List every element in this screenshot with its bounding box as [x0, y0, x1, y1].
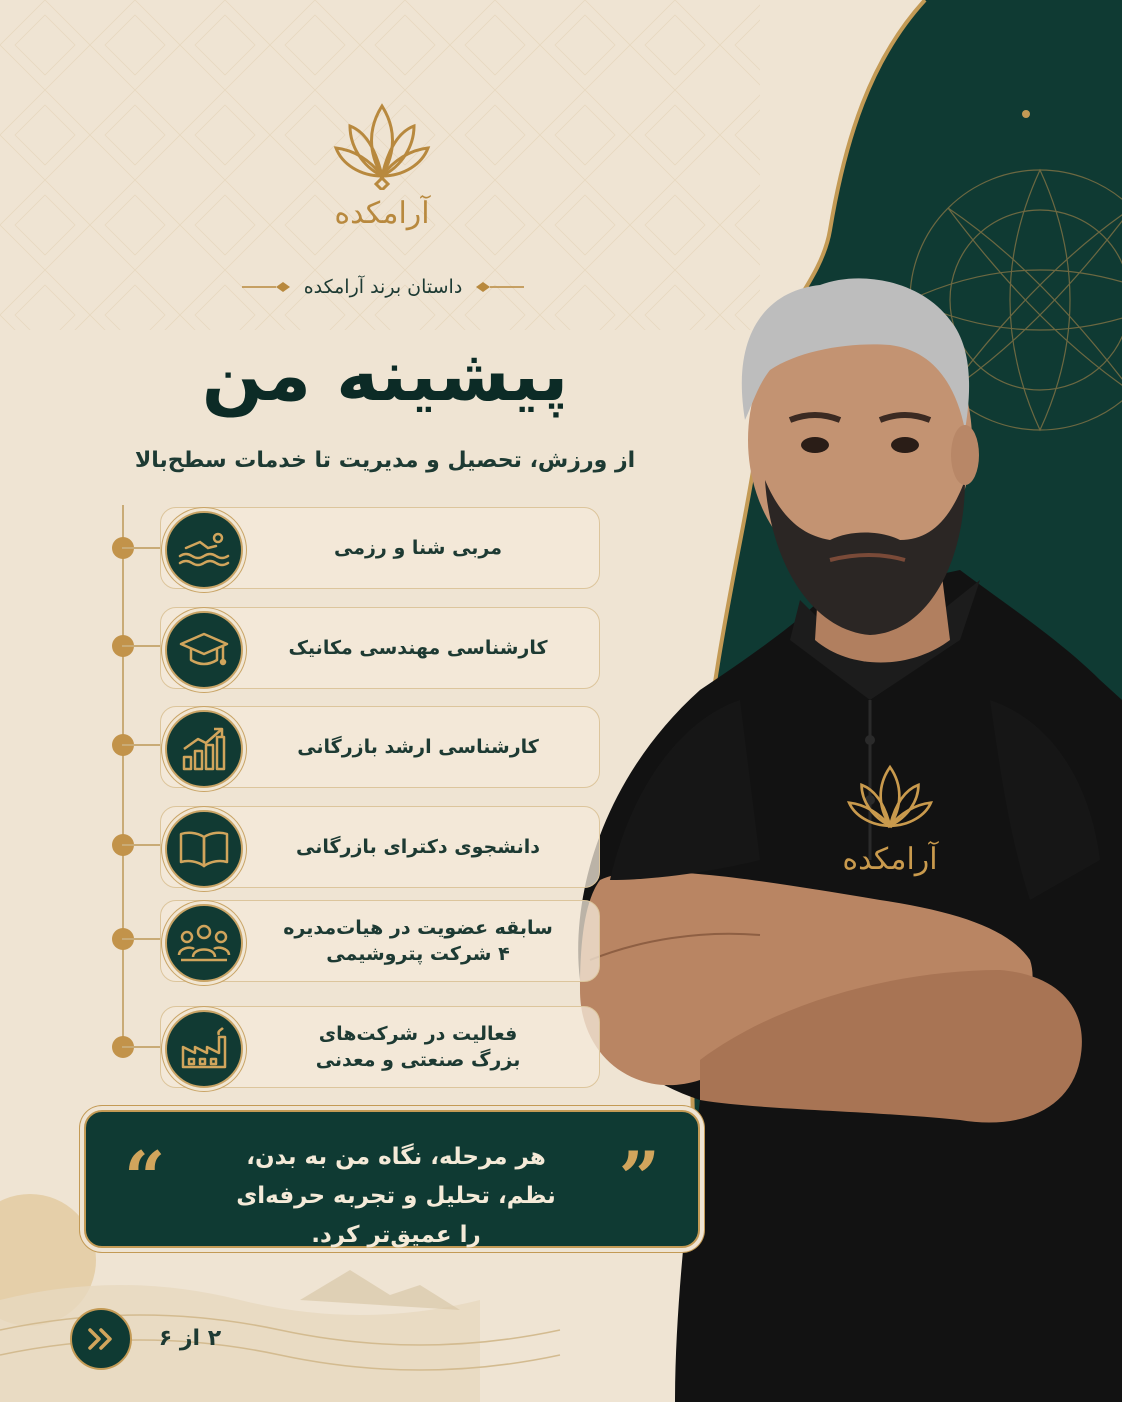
quote-text: هر مرحله، نگاه من به بدن، نظم، تحلیل و تجربه حرفه‌ای را عمیق‌تر کرد. [236, 1144, 556, 1249]
team-icon [165, 904, 243, 982]
ornament-icon [242, 280, 290, 294]
brand-name: آرامکده [334, 196, 430, 231]
timeline-item [160, 607, 600, 689]
lotus-icon [332, 100, 432, 190]
quote-box [84, 1110, 700, 1248]
next-page-button[interactable] [70, 1308, 132, 1370]
page-title: پیشینه من [201, 333, 569, 417]
timeline-item-label: فعالیت در شرکت‌های بزرگ صنعتی و معدنی [315, 1023, 521, 1071]
kicker-text: داستان برند آرامکده [303, 276, 463, 298]
graduation-cap-icon [165, 611, 243, 689]
growth-chart-icon [165, 710, 243, 788]
swimmer-icon [165, 511, 243, 589]
kicker-line [218, 272, 548, 302]
quote-open-mark: “ [124, 1135, 166, 1220]
timeline-item-label: سابقه عضویت در هیات‌مدیره ۴ شرکت پتروشیمی [283, 917, 553, 965]
timeline-line [122, 505, 124, 1050]
timeline-item-label: دانشجوی دکترای بازرگانی [296, 836, 540, 859]
lotus-icon [845, 760, 935, 840]
open-book-icon [165, 810, 243, 888]
shirt-brand-logo [820, 760, 960, 877]
timeline-item [160, 507, 600, 589]
timeline-item [160, 1006, 600, 1088]
double-chevron-right-icon [86, 1327, 116, 1351]
timeline-item [160, 900, 600, 982]
timeline-item-label: کارشناسی ارشد بازرگانی [297, 736, 539, 759]
factory-icon [165, 1010, 243, 1088]
timeline-item-label: مربی شنا و رزمی [333, 537, 503, 560]
brand-logo [322, 100, 442, 231]
quote-close-mark: ” [618, 1135, 660, 1220]
timeline-item [160, 706, 600, 788]
timeline-item [160, 806, 600, 888]
page-subtitle: از ورزش، تحصیل و مدیریت تا خدمات سطح‌بالا [134, 448, 636, 473]
ornament-icon [476, 280, 524, 294]
shirt-brand-name: آرامکده [842, 842, 938, 877]
page-indicator: ۲ از ۶ [158, 1326, 222, 1351]
timeline-item-label: کارشناسی مهندسی مکانیک [288, 637, 548, 660]
